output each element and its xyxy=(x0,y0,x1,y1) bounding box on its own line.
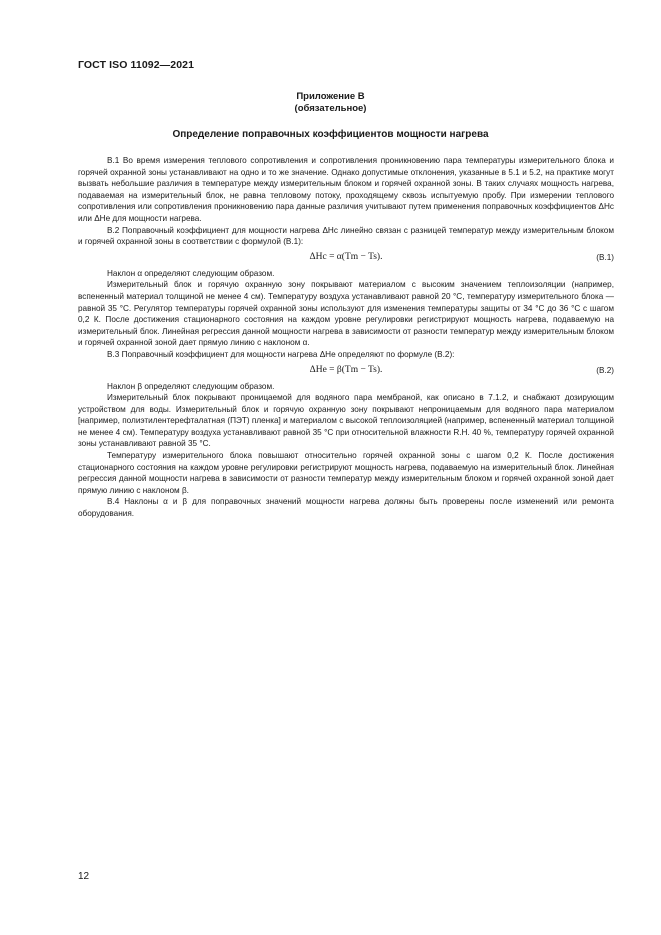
paragraph-alpha-intro: Наклон α определяют следующим образом. xyxy=(107,268,275,278)
paragraph-b4: В.4 Наклоны α и β для поправочных значений мощности нагрева должны быть проверены после изменений или ремонта оборудования. xyxy=(78,497,614,519)
formula-b2 xyxy=(78,365,614,377)
paragraph-beta-method: Измерительный блок покрывают проницаемой для водяного пара мембраной, как описано в 7.1.2, и снабжают дозирующим устройством для воды. Измерительный блок и горячую охранную зону покрывают непроницаемым для водяного пара материалом [например, полиэтилентерефталатная (ПЭТ) пленка] и материалом с высокой теплоизоляцией (например, вспененный материал толщиной не менее 4 см). Температуру воздуха устанавливают равной 35 °С при относительной влажности R.H. 40 %, температуру горячей охранной зоны устанавливают равной 35 °С. xyxy=(78,393,614,449)
formula-b1-number: (В.1) xyxy=(596,252,614,262)
paragraph-b1: В.1 Во время измерения теплового сопротивления и сопротивления проникновению пара температуры измерительного блока и горячей охранной зоны устанавливают на одно и то же значение. Однако допустимые отклонения, указанные в 5.1 и 5.2, на практике могут вызвать небольшие различия в температуре между измерительным блоком и горячей охранной зоны. В таких случаях мощность нагрева, подаваемая на измерительный блок, не равна тепловому потоку, проходящему сквозь испытуемую пробу. При измерении теплового сопротивления или сопротивления проникновению пара данные различия учитывают путем применения поправочных коэффициентов ΔHc или ΔHe для мощности нагрева. xyxy=(78,156,614,223)
paragraph-beta-intro: Наклон β определяют следующим образом. xyxy=(107,381,275,391)
paragraph-alpha-method: Измерительный блок и горячую охранную зону покрывают материалом с высоким значением теплоизоляции (например, вспененный материал толщиной не менее 4 см). Температуру воздуха устанавливают равной 20 °С, температуру измерительного блока — равной 35 °С. Регулятор температуры горячей охранной зоны используют для изменения температуры защиты от 34 °С до 36 °С с шагом 0,2 К. После достижения стационарного состояния на каждом уровне регулировки регистрируют мощность нагрева, подаваемую на измерительный блок. Линейная регрессия данной мощности нагрева в зависимости от разности температур между измерительным блоком и горячей охранной зоной дает прямую линию с наклоном α. xyxy=(78,280,614,348)
section-title: Определение поправочных коэффициентов мощности нагрева xyxy=(172,129,489,140)
document-header: ГОСТ ISO 11092—2021 xyxy=(78,59,195,71)
annex-heading xyxy=(0,91,661,115)
page-number: 12 xyxy=(78,871,90,882)
annex-title: Приложение В xyxy=(296,91,365,102)
annex-status: (обязательное) xyxy=(294,103,367,114)
document-body xyxy=(78,155,614,520)
formula-b1 xyxy=(78,252,614,264)
formula-b2-expression: ΔHe = β(Tm − Ts). xyxy=(309,364,383,375)
paragraph-b2: В.2 Поправочный коэффициент для мощности нагрева ΔHc линейно связан с разницей температур между измерительным блоком и горячей охранной зоны в соответствии с формулой (В.1): xyxy=(78,225,614,247)
paragraph-b3: В.3 Поправочный коэффициент для мощности нагрева ΔHe определяют по формуле (В.2): xyxy=(107,349,455,359)
formula-b1-expression: ΔHc = α(Tm − Ts). xyxy=(309,251,383,262)
formula-b2-number: (В.2) xyxy=(596,365,614,375)
paragraph-beta-procedure: Температуру измерительного блока повышают относительно горячей охранной зоны с шагом 0,2 К. После достижения стационарного состояния на каждом уровне регулировки регистрируют мощность нагрева, подаваемую на измерительный блок. Линейная регрессия данной мощности нагрева в зависимости от разности температур между измерительным блоком и горячей охранной зоной дает прямую линию с наклоном β. xyxy=(78,451,614,495)
